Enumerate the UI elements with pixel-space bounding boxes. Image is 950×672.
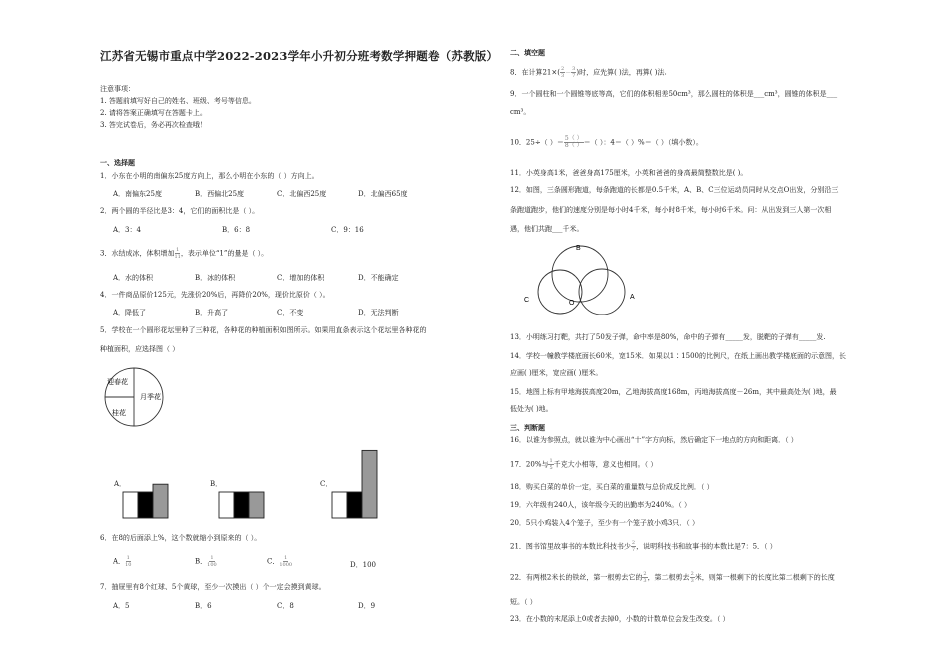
q6-option-c[interactable]: C． $\frac{1}{1000}$: [267, 555, 293, 568]
note-1: 1. 答题前填写好自己的姓名、班级、考号等信息。: [100, 97, 256, 105]
q3-stem: 3．水结成冰，体积增加 $\frac{1}{11}$ ，表示单位“1”的量是（ ）。: [100, 247, 269, 260]
q20-stem: 20．5只小鸡装入4个笼子，至少有一个笼子放小鸡3只．（ ）: [510, 519, 699, 527]
q2-option-b[interactable]: B．6：8: [222, 226, 251, 234]
q23-stem: 23．在小数的末尾添上0或者去掉0，小数的计数单位会发生改变。（ ）: [510, 615, 730, 623]
q5-bar-chart-a: [122, 440, 174, 520]
q19-stem: 19．六年级有240人，该年级今天的出勤率为240%。（ ）: [510, 501, 692, 509]
q1-option-a[interactable]: A．南偏东25度: [113, 190, 162, 198]
q2-option-a[interactable]: A．3：4: [113, 226, 141, 234]
q15-line1: 15．地图上标有甲地海拔高度20m，乙地海拔高度168m，丙地海拔高度－26m，其中最高处为( )地，最: [510, 388, 837, 396]
q6-stem: 6．在8的后面添上%，这个数就缩小到原来的（ ）。: [100, 534, 262, 542]
q16-stem: 16．以谁为参照点，就以谁为中心画出“十”字方向标，然后确定下一地点的方向和距离．（ ）: [510, 436, 798, 444]
bar-c-3: [362, 450, 377, 518]
pie-label-yingchunhua: 迎春花: [107, 378, 128, 386]
q5-bar-chart-c: [331, 440, 383, 520]
track-c: [538, 270, 582, 314]
note-3: 3. 答完试卷后，务必再次检查哦！: [100, 121, 207, 129]
q4-stem: 4．一件商品原价125元，先涨价20%后，再降价20%，现价比原价（ ）。: [100, 291, 330, 299]
q10-stem: 10．25÷（ ）＝ $\frac{5( )}{8( )}$ ＝（ ）：4＝（ ）%＝（ ）（填小数）。: [510, 135, 703, 149]
bar-b-3: [249, 492, 264, 518]
q6-option-b[interactable]: B． $\frac{1}{100}$: [195, 555, 217, 568]
q4-option-a[interactable]: A．降低了: [113, 309, 147, 317]
pie-label-guihua: 桂花: [112, 409, 126, 417]
bar-b-1: [219, 492, 234, 518]
q2-option-c[interactable]: C．9：16: [331, 226, 364, 234]
q2-stem: 2．两个圆的半径比是3：4，它们的面积比是（ ）。: [100, 207, 260, 215]
q3-option-d[interactable]: D．不能确定: [358, 274, 399, 282]
q7-option-d[interactable]: D．9: [358, 602, 376, 610]
q5-option-a[interactable]: A．: [114, 480, 127, 488]
q4-option-c[interactable]: C．不变: [277, 309, 304, 317]
bar-c-1: [332, 492, 347, 518]
q6-option-a[interactable]: A． $\frac{1}{10}$: [113, 555, 132, 568]
q14-line2: 应画( )厘米，宽应画( )厘米。: [510, 369, 603, 377]
q6-frac-a: $\frac{1}{10}$: [125, 555, 132, 568]
q8-stem: 8．在计算21×( $\frac{2}{3}$ － $\frac{3}{7}$ )时，应先算( )法，再算( )法.: [510, 66, 667, 79]
q4-option-d[interactable]: D．无法判断: [358, 309, 399, 317]
q1-option-c[interactable]: C．北偏西25度: [277, 190, 327, 198]
bar-b-2: [234, 492, 249, 518]
q3-option-b[interactable]: B．冰的体积: [195, 274, 236, 282]
q7-option-b[interactable]: B．6: [195, 602, 212, 610]
q7-stem: 7．抽屉里有8个红球、5个黄球，至少一次摸出（ ）个一定会摸到黄球。: [100, 583, 326, 591]
q5-stem-line1: 5．学校在一个圆形花坛里种了三种花，各种花的种植面积如图所示。如果用直条表示这个花坛里各种花的: [100, 326, 427, 334]
q13-stem: 13．小明练习打靶，共打了50发子弹，命中率是80%，命中的子弹有_____发，脱靶的子弹有_____发.: [510, 333, 826, 341]
note-2: 2. 请将答案正确填写在答题卡上。: [100, 109, 207, 117]
q12-line3: 遇，他们共跑___千米。: [510, 225, 584, 233]
q11-stem: 11．小英身高1米，爸爸身高175厘米，小英和爸爸的身高最简整数比是( )。: [510, 169, 748, 177]
pie-label-yuejihua: 月季花: [140, 393, 161, 401]
q3-option-c[interactable]: C．增加的体积: [277, 274, 325, 282]
bar-c-2: [347, 492, 362, 518]
q14-line1: 14．学校一幢教学楼底面长60米，宽15米．如果以1∶1500的比例尺，在纸上画出教学楼底面的示意图，长: [510, 352, 846, 360]
q7-option-c[interactable]: C．8: [277, 602, 294, 610]
q6-frac-b: $\frac{1}{100}$: [207, 555, 217, 568]
q9-line1: 9．一个圆柱和一个圆锥等底等高，它们的体积相差50cm³，那么圆柱的体积是___cm³，圆锥的体积是___: [510, 90, 838, 98]
section-judge: 三、判断题: [510, 423, 545, 432]
label-c: C: [524, 297, 530, 304]
label-a: A: [630, 294, 635, 301]
q12-tracks-diagram: [518, 240, 648, 315]
q6-option-d[interactable]: D．100: [350, 561, 376, 569]
q12-line2: 条跑道跑步，他们的速度分别是每小时4千米，每小时8千米，每小时6千米。问：从出发到三人第一次相: [510, 206, 832, 214]
q22-line2: 短。（ ）: [510, 598, 537, 606]
q7-option-a[interactable]: A．5: [113, 602, 130, 610]
bar-a-2: [138, 492, 153, 518]
label-o: O: [569, 300, 575, 307]
notes-heading: 注意事项：: [100, 85, 135, 93]
section-fill: 二、填空题: [510, 48, 545, 57]
q1-stem: 1．小东在小明的南偏东25度方向上，那么小明在小东的（ ）方向上。: [100, 172, 319, 180]
q5-bar-chart-b: [218, 440, 270, 520]
label-b: B: [576, 245, 581, 252]
q5-stem-line2: 种植面积，应选择图（ ）: [100, 345, 180, 353]
track-b: [552, 246, 608, 302]
q17-stem: 17．20%与 $\frac{1}{5}$ 千克大小相等，意义也相同。（ ）: [510, 458, 658, 471]
q3-option-a[interactable]: A．水的体积: [113, 274, 154, 282]
section-choice: 一、选择题: [100, 158, 135, 167]
q9-line2: cm³。: [510, 108, 531, 116]
q5-pie-diagram: [98, 366, 172, 428]
q21-stem: 21．图书馆里故事书的本数比科技书少 $\frac{2}{7}$ ，说明科技书和故事书的本数比是7：5．（ ）: [510, 540, 777, 553]
bar-a-3: [153, 484, 168, 518]
q3-fraction: $\frac{1}{11}$: [174, 247, 181, 260]
q1-option-b[interactable]: B．西偏北25度: [195, 190, 245, 198]
q5-option-b[interactable]: B．: [210, 480, 223, 488]
q15-line2: 低处为( )地。: [510, 405, 553, 413]
q4-option-b[interactable]: B．升高了: [195, 309, 229, 317]
q12-line1: 12．如图，三条圆形跑道，每条跑道的长都是0.5千米，A、B、C三位运动员同时从交点O出发，分别沿三: [510, 186, 839, 194]
page-title: 江苏省无锡市重点中学2022-2023学年小升初分班考数学押题卷（苏教版）: [100, 49, 499, 63]
q1-option-d[interactable]: D．北偏西65度: [358, 190, 408, 198]
bar-a-1: [123, 492, 138, 518]
q6-frac-c: $\frac{1}{1000}$: [279, 555, 293, 568]
q5-option-c[interactable]: C．: [320, 480, 333, 488]
q22-line1: 22．有两根2米长的铁丝，第一根剪去它的 $\frac{2}{3}$ ，第二根剪去 $\frac{2}{3}$ 米，则第一根剩下的长度比第二根剩下的长度: [510, 571, 835, 584]
q18-stem: 18．购买白菜的单价一定，买白菜的重量数与总价成反比例．（ ）: [510, 483, 714, 491]
